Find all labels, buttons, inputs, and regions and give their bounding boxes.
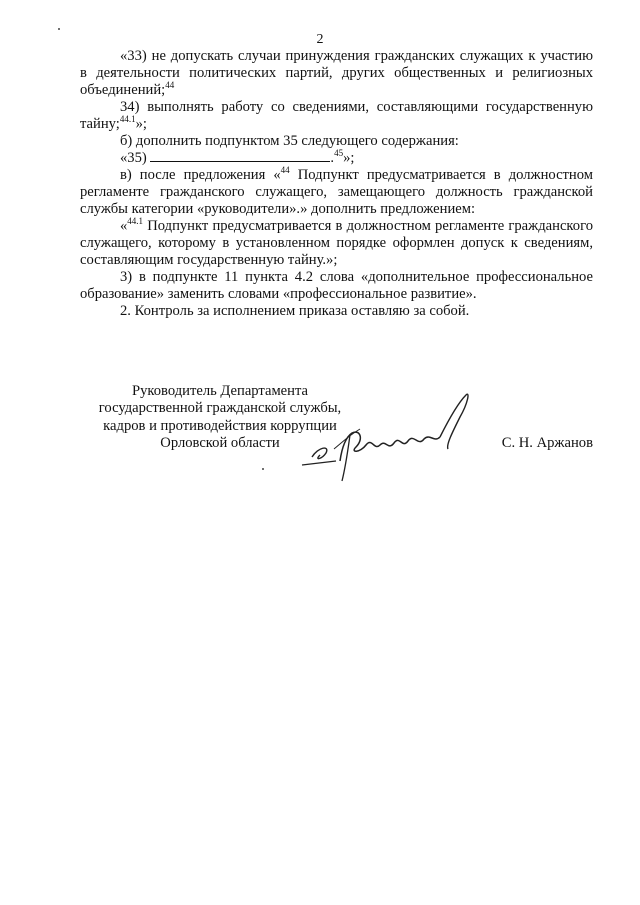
footnote-ref: 44.1 [127,216,144,226]
footnote-ref: 45 [334,148,344,158]
blank-fill-line [150,150,330,162]
paragraph-sub-v: в) после предложения «$^{44}$ Подпункт предусматривается в должностном регламенте гражданского служащего, замещающего должность гражданской службы категории «руководители».» дополнить предложением: [80,165,593,217]
signer-name: С. Н. Аржанов [501,435,593,451]
scan-artifact [58,28,60,30]
signer-position: Руководитель Департамента государственной гражданской службы, кадров и противодействия коррупции Орловской области [98,383,342,451]
paragraph-insert-44-1: «$^{44.1}$ Подпункт предусматривается в должностном регламенте гражданского служащего, которому в установленном порядке оформлен допуск к сведениям, составляющим государственную тайну.»; [80,216,593,268]
paragraph-control: 2. Контроль за исполнением приказа оставляю за собой. [120,303,470,319]
paragraph-sub-3: 3) в подпункте 11 пункта 4.2 слова «дополнительное профессиональное образование» заменить словами «профессиональное развитие». [80,269,593,302]
paragraph-sub-b: б) дополнить подпунктом 35 следующего содержания: [120,133,459,149]
paragraph-item-35: «35) .$^{45}$»; [120,148,355,166]
footnote-ref: 44 [280,165,290,175]
paragraph-item-33: «33) не допускать случаи принуждения гражданских служащих к участию в деятельности политических партий, других общественных и религиозных объединений;$^{44}$ [80,48,593,98]
paragraph-item-34: 34) выполнять работу со сведениями, составляющими государственную тайну;$^{44.1}$»; [80,99,593,132]
footnote-ref: 44.1 [119,114,136,124]
document-body [80,48,593,320]
scan-artifact [262,468,264,470]
signature-block [80,383,593,503]
page-number: 2 [316,32,324,47]
handwritten-signature [290,377,480,487]
footnote-ref: 44 [165,80,175,90]
